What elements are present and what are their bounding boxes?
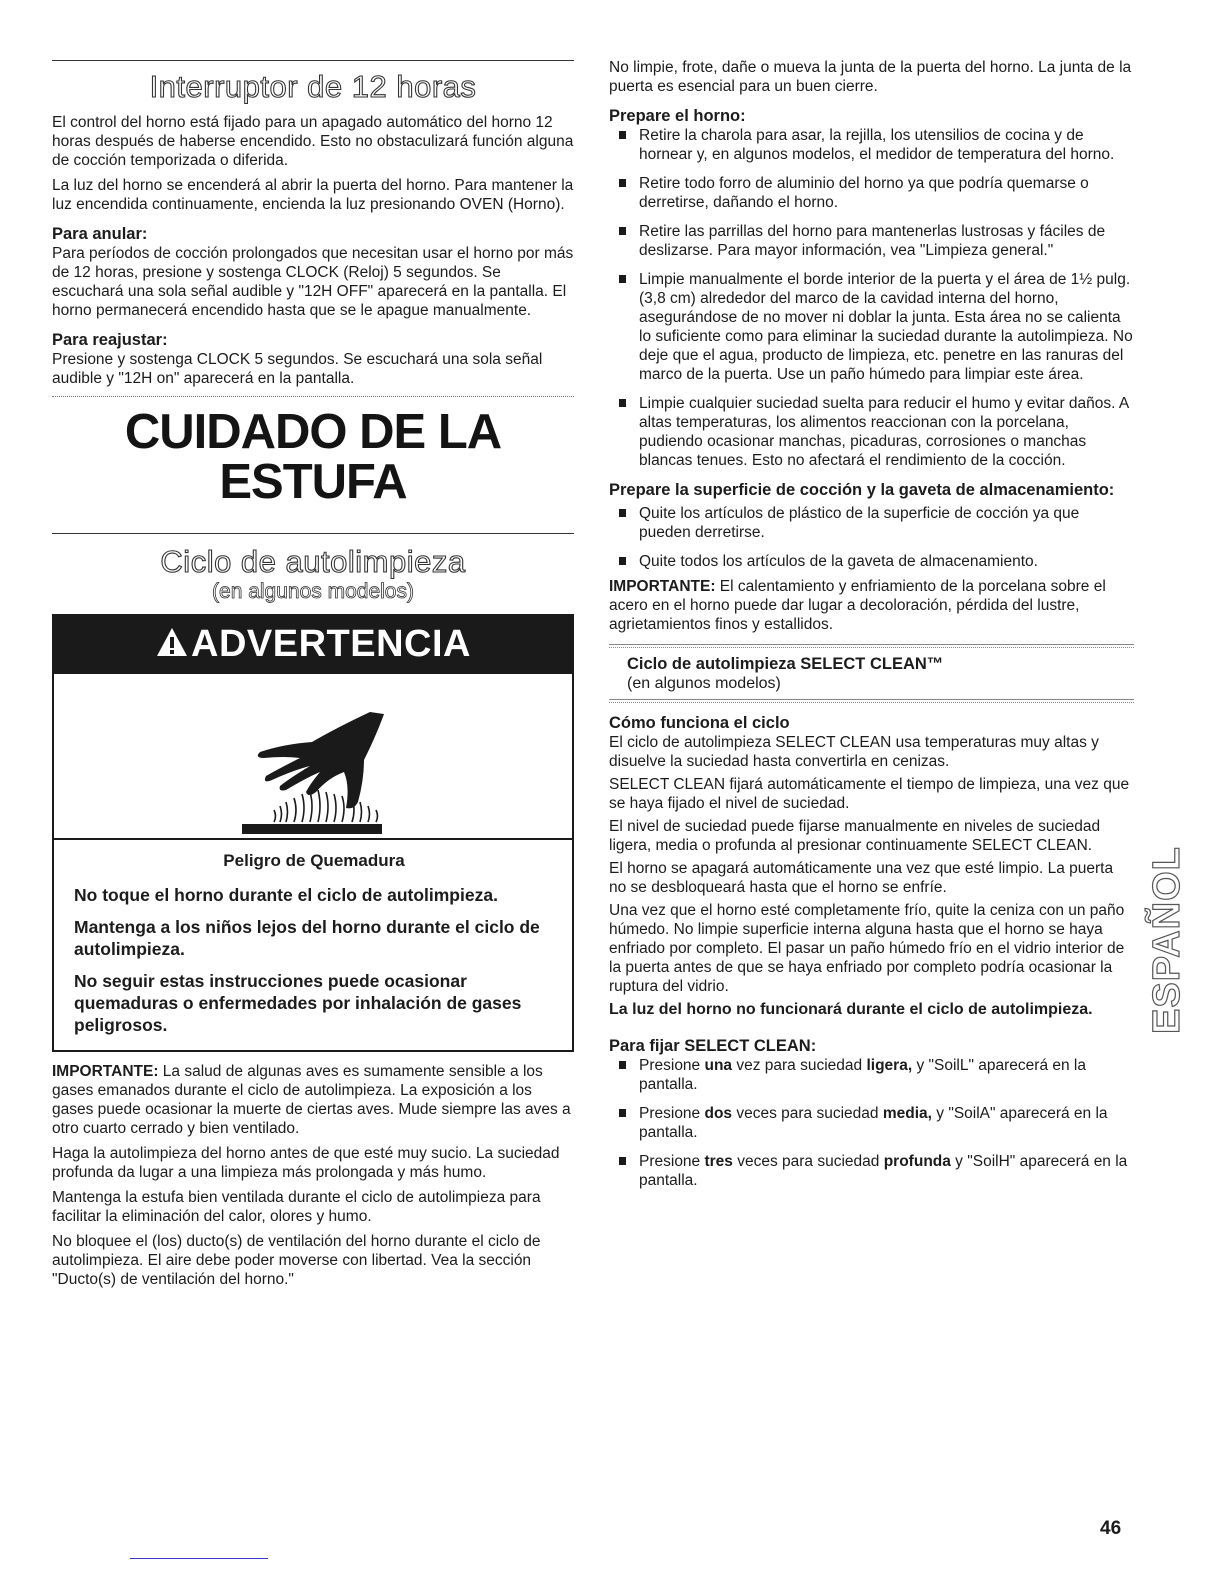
- surface-list: [609, 504, 1134, 571]
- list-item: Presione dos veces para suciedad media, y "SoilA" aparecerá en la pantalla.: [609, 1104, 1134, 1142]
- subtitle: (en algunos modelos): [627, 675, 781, 692]
- language-tab: ESPAÑOL: [1146, 846, 1188, 1034]
- list-item: Retire la charola para asar, la rejilla, los utensilios de cocina y de hornear y, en algunos modelos, el medidor de temperatura del horno.: [609, 126, 1134, 164]
- subheading-para-anular: Para anular:: [52, 225, 148, 243]
- subheading-prepare-superficie: Prepare la superficie de cocción y la gaveta de almacenamiento:: [609, 481, 1115, 499]
- paragraph: Haga la autolimpieza del horno antes de que esté muy sucio. La suciedad profunda da lugar a una limpieza más prolongada y más humo.: [52, 1145, 560, 1181]
- subheading-prepare-horno: Prepare el horno:: [609, 107, 746, 125]
- list-item: Retire las parrillas del horno para mantenerlas lustrosas y fáciles de deslizarse. Para mayor información, vea "Limpieza general.": [609, 222, 1134, 260]
- subheading-como-funciona: Cómo funciona el ciclo: [609, 714, 790, 732]
- paragraph: El ciclo de autolimpieza SELECT CLEAN usa temperaturas muy altas y disuelve la suciedad hasta convertirla en cenizas.: [609, 734, 1099, 770]
- footer-line: [130, 1558, 268, 1559]
- warning-box: [52, 614, 574, 1052]
- paragraph: SELECT CLEAN fijará automáticamente el tiempo de limpieza, una vez que se haya fijado el nivel de suciedad.: [609, 776, 1130, 812]
- section-title-interruptor: Interruptor de 12 horas: [149, 69, 477, 104]
- warning-hazard-title: Peligro de Quemadura: [223, 851, 405, 870]
- bullet-icon: [619, 1061, 626, 1069]
- list-item: Retire todo forro de aluminio del horno ya que podría quemarse o derretirse, dañando el horno.: [609, 174, 1134, 212]
- warning-triangle-icon: [155, 618, 189, 674]
- warning-line: No toque el horno durante el ciclo de autolimpieza.: [74, 885, 498, 905]
- bullet-icon: [619, 275, 626, 283]
- paragraph: Presione y sostenga CLOCK 5 segundos. Se escuchará una sola señal audible y "12H on" aparecerá en la pantalla.: [52, 351, 543, 387]
- subheading-para-reajustar: Para reajustar:: [52, 331, 168, 349]
- bullet-icon: [619, 131, 626, 139]
- warning-line: Mantenga a los niños lejos del horno durante el ciclo de autolimpieza.: [74, 917, 540, 959]
- list-item: Quite todos los artículos de la gaveta de almacenamiento.: [609, 552, 1134, 571]
- set-list: [609, 1056, 1134, 1190]
- bullet-icon: [619, 399, 626, 407]
- bullet-icon: [619, 1109, 626, 1117]
- light-note: La luz del horno no funcionará durante el ciclo de autolimpieza.: [609, 1001, 1093, 1018]
- list-item: Presione tres veces para suciedad profunda y "SoilH" aparecerá en la pantalla.: [609, 1152, 1134, 1190]
- paragraph: No bloquee el (los) ducto(s) de ventilación del horno durante el ciclo de autolimpieza. El aire debe poder moverse con libertad. Vea la sección "Ducto(s) de ventilación del horno.": [52, 1233, 541, 1288]
- list-item: Presione una vez para suciedad ligera, y "SoilL" aparecerá en la pantalla.: [609, 1056, 1134, 1094]
- chapter-title-line1: CUIDADO DE LA: [124, 405, 502, 459]
- bullet-icon: [619, 557, 626, 565]
- bullet-icon: [619, 509, 626, 517]
- warning-header: [54, 616, 572, 674]
- warning-title: ADVERTENCIA: [191, 623, 471, 665]
- paragraph: Una vez que el horno esté completamente frío, quite la ceniza con un paño húmedo. No limpie superficie interna alguna hasta que el horno se haya enfriado por completo. El pasar un paño húmedo frío en el vidrio interior de la puerta antes de que se haya enfriado por completo podría ocasionar la ruptura del vidrio.: [609, 902, 1125, 995]
- list-item: Limpie cualquier suciedad suelta para reducir el humo y evitar daños. A altas temperaturas, los alimentos reaccionan con la porcelana, pudiendo ocasionar manchas, picaduras, corrosiones o manchas blancas tenues. Esto no afectará el rendimiento de la cocción.: [609, 394, 1134, 470]
- list-item: Quite los artículos de plástico de la superficie de cocción ya que pueden derretirse.: [609, 504, 1134, 542]
- important-note: IMPORTANTE: El calentamiento y enfriamiento de la porcelana sobre el acero en el horno puede dar lugar a decoloración, pérdida del lustre, agrietamientos finos y estallidos.: [609, 578, 1106, 633]
- list-item: Limpie manualmente el borde interior de la puerta y el área de 1½ pulg. (3,8 cm) alrededor del marco de la cavidad interna del horno, asegurándose de no mover ni doblar la junta. Esta área no se calienta lo suficiente como para eliminar la suciedad durante la autolimpieza. No deje que el agua, producto de limpieza, etc. penetre en las ranuras del marco de la puerta. Use un paño húmedo para limpiar este área.: [609, 270, 1134, 384]
- prepare-list: [609, 126, 1134, 470]
- right-column: [609, 58, 1134, 1200]
- page-number: 46: [1100, 1518, 1122, 1539]
- important-note: IMPORTANTE: La salud de algunas aves es sumamente sensible a los gases emanados durante el ciclo de autolimpieza. La exposición a los gases puede ocasionar la muerte de ciertas aves. Mude siempre las aves a otro cuarto cerrado y bien ventilado.: [52, 1063, 571, 1137]
- hand-over-heat-icon: [54, 674, 572, 840]
- warning-body: [54, 840, 572, 1050]
- paragraph: La luz del horno se encenderá al abrir la puerta del horno. Para mantener la luz encendida continuamente, encienda la luz presionando OVEN (Horno).: [52, 177, 574, 213]
- paragraph: Para períodos de cocción prolongados que necesitan usar el horno por más de 12 horas, presione y sostenga CLOCK (Reloj) 5 segundos. Se escuchará una sola señal audible y "12H OFF" aparecerá en la pantalla. El horno permanecerá encendido hasta que se le apague manualmente.: [52, 245, 574, 319]
- chapter-title-line2: ESTUFA: [219, 455, 407, 509]
- left-column: [52, 60, 574, 1289]
- section-title-ciclo: Ciclo de autolimpieza: [160, 544, 466, 579]
- bullet-icon: [619, 179, 626, 187]
- paragraph: Mantenga la estufa bien ventilada durante el ciclo de autolimpieza para facilitar la eliminación del calor, olores y humo.: [52, 1189, 541, 1225]
- paragraph: No limpie, frote, dañe o mueva la junta de la puerta del horno. La junta de la puerta es esencial para un buen cierre.: [609, 59, 1132, 95]
- bullet-icon: [619, 227, 626, 235]
- section-subtitle: (en algunos modelos): [212, 580, 414, 603]
- subheading-select-clean: Ciclo de autolimpieza SELECT CLEAN™: [627, 655, 944, 673]
- paragraph: El control del horno está fijado para un apagado automático del horno 12 horas después de haberse encendido. Esto no obstaculizará función alguna de cocción temporizada o diferida.: [52, 114, 574, 169]
- paragraph: El nivel de suciedad puede fijarse manualmente en niveles de suciedad ligera, media o profunda al presionar continuamente SELECT CLEAN.: [609, 818, 1101, 854]
- paragraph: El horno se apagará automáticamente una vez que esté limpio. La puerta no se desbloqueará hasta que el horno se enfríe.: [609, 860, 1114, 896]
- bullet-icon: [619, 1157, 626, 1165]
- subheading-para-fijar: Para fijar SELECT CLEAN:: [609, 1037, 817, 1055]
- warning-line: No seguir estas instrucciones puede ocasionar quemaduras o enfermedades por inhalación de gases peligrosos.: [74, 971, 522, 1035]
